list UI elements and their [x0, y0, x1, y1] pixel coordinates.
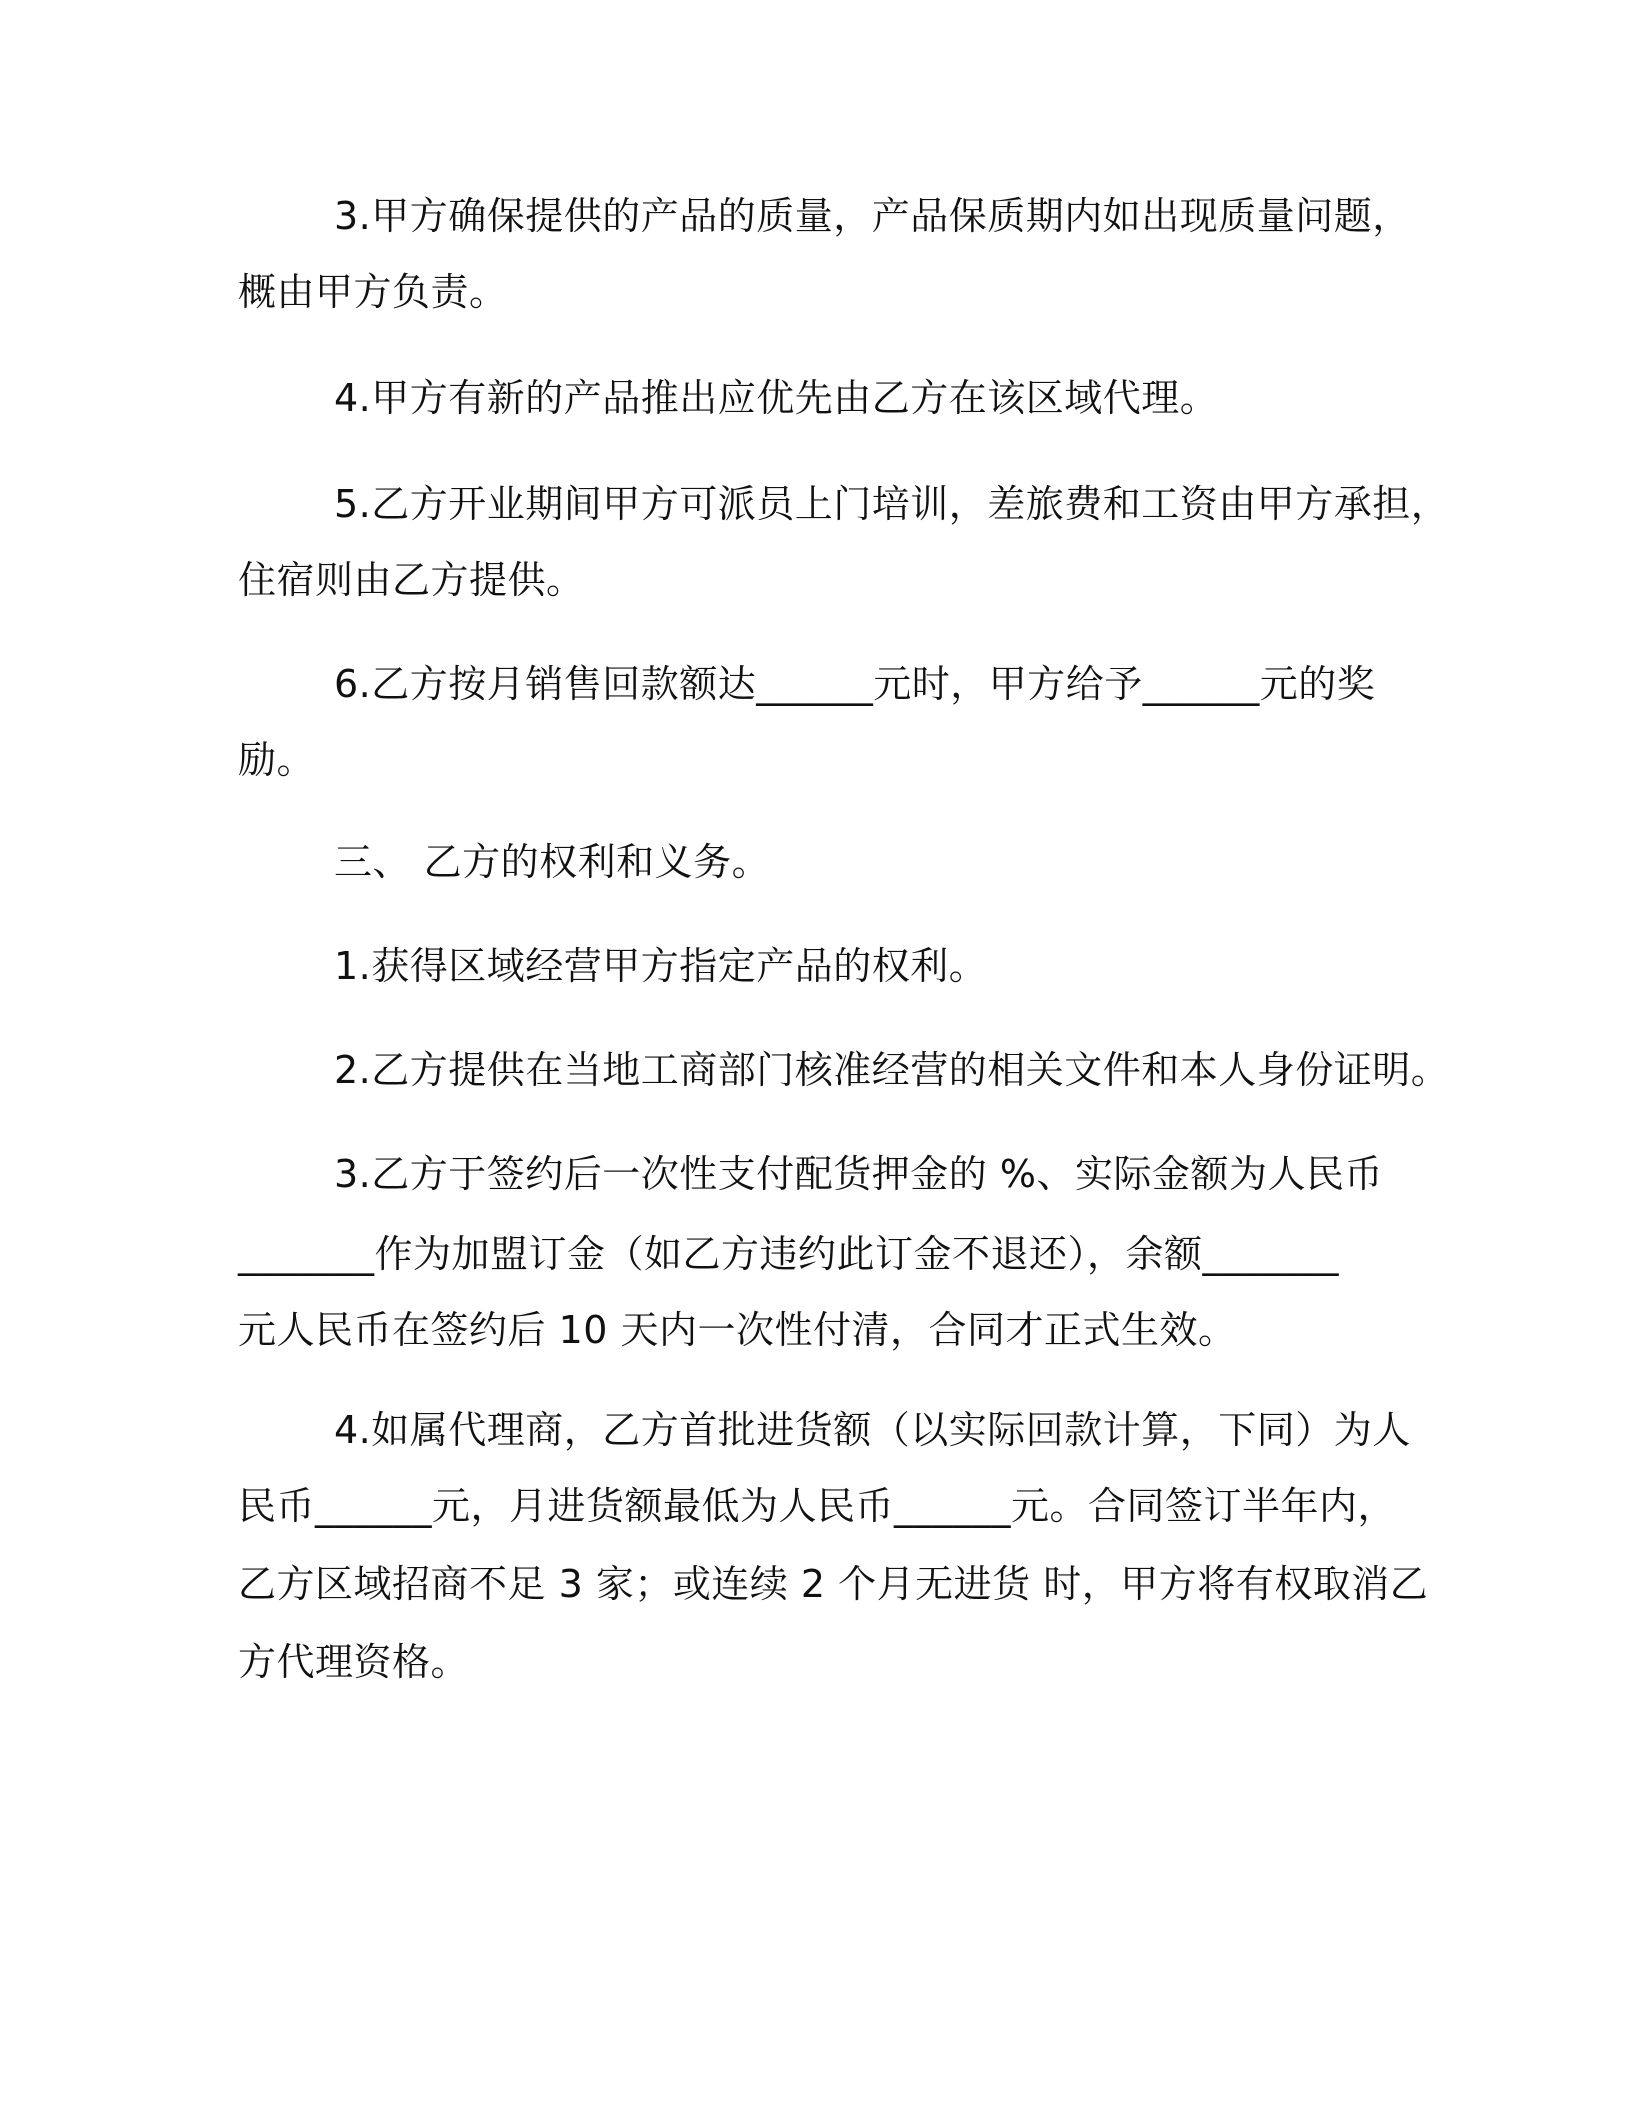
paragraph-line: 4.甲方有新的产品推出应优先由乙方在该区域代理。 [334, 376, 1219, 420]
paragraph-line: 3.甲方确保提供的产品的质量，产品保质期内如出现质量问题， [334, 194, 1411, 238]
paragraph-line: 1.获得区域经营甲方指定产品的权利。 [334, 944, 988, 988]
section-heading: 三、 乙方的权利和义务。 [334, 840, 771, 884]
paragraph-line: 概由甲方负责。 [238, 270, 508, 314]
paragraph-line: _______作为加盟订金（如乙方违约此订金不退还），余额_______ [238, 1232, 1340, 1276]
paragraph-line: 民币______元，月进货额最低为人民币______元。合同签订半年内， [238, 1484, 1397, 1528]
paragraph-line: 住宿则由乙方提供。 [238, 558, 585, 602]
paragraph-line: 4.如属代理商，乙方首批进货额（以实际回款计算，下同）为人 [334, 1408, 1411, 1452]
paragraph-line: 5.乙方开业期间甲方可派员上门培训，差旅费和工资由甲方承担， [334, 482, 1450, 526]
paragraph-line: 6.乙方按月销售回款额达______元时，甲方给予______元的奖 [334, 662, 1376, 706]
paragraph-line: 方代理资格。 [238, 1640, 470, 1684]
paragraph-line: 乙方区域招商不足 3 家；或连续 2 个月无进货 时，甲方将有权取消乙 [238, 1562, 1429, 1606]
paragraph-line: 励。 [238, 738, 316, 782]
paragraph-line: 元人民币在签约后 10 天内一次性付清，合同才正式生效。 [238, 1308, 1237, 1352]
paragraph-line: 2.乙方提供在当地工商部门核准经营的相关文件和本人身份证明。 [334, 1048, 1450, 1092]
paragraph-line: 3.乙方于签约后一次性支付配货押金的 %、实际金额为人民币 [334, 1152, 1383, 1196]
